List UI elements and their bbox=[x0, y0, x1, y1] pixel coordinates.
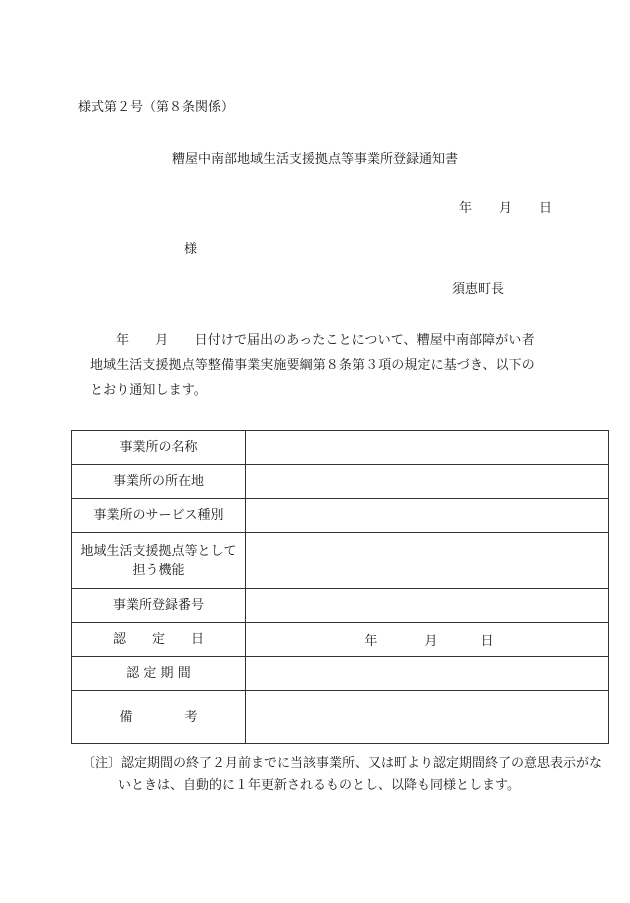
table-row bbox=[72, 589, 609, 623]
note-line-2: いときは、自動的に１年更新されるものとし、以降も同様とします。 bbox=[118, 778, 520, 793]
function-value[interactable] bbox=[246, 533, 609, 589]
body-line-2: 地域生活支援拠点等整備事業実施要綱第８条第３項の規定に基づき、以下の bbox=[90, 358, 535, 373]
function-label bbox=[72, 533, 246, 589]
table-row bbox=[72, 657, 609, 691]
certification-date-value[interactable] bbox=[246, 623, 609, 657]
addressee-suffix: 様 bbox=[184, 242, 198, 257]
office-name-label: 事業所の名称 bbox=[72, 431, 246, 465]
table-row bbox=[72, 691, 609, 744]
note-line-1: 〔注〕認定期間の終了２月前までに当該事業所、又は町より認定期間終了の意思表示がな bbox=[82, 756, 603, 771]
date-year: 年 bbox=[459, 201, 473, 216]
office-address-value[interactable] bbox=[246, 465, 609, 499]
table-row bbox=[72, 465, 609, 499]
table-row bbox=[72, 533, 609, 589]
office-name-value[interactable] bbox=[246, 431, 609, 465]
table-row bbox=[72, 431, 609, 465]
remarks-label: 備 考 bbox=[72, 691, 246, 744]
table-row bbox=[72, 623, 609, 657]
registration-number-value[interactable] bbox=[246, 589, 609, 623]
registration-table bbox=[71, 430, 609, 744]
remarks-value[interactable] bbox=[246, 691, 609, 744]
certification-period-label: 認 定 期 間 bbox=[72, 657, 246, 691]
function-label-line-2: 担う機能 bbox=[132, 562, 185, 578]
certification-period-value[interactable] bbox=[246, 657, 609, 691]
cert-date-year: 年 bbox=[364, 634, 378, 649]
certification-date-label: 認 定 日 bbox=[72, 623, 246, 657]
document-title: 糟屋中南部地域生活支援拠点等事業所登録通知書 bbox=[171, 152, 458, 167]
body-line-1: 年 月 日付けで届出のあったことについて、糟屋中南部障がい者 bbox=[116, 333, 535, 348]
form-number: 様式第２号（第８条関係） bbox=[78, 100, 235, 115]
table-row bbox=[72, 499, 609, 533]
registration-number-label: 事業所登録番号 bbox=[72, 589, 246, 623]
date-month: 月 bbox=[499, 201, 513, 216]
sender-name: 須恵町長 bbox=[452, 282, 505, 297]
date-day: 日 bbox=[539, 201, 553, 216]
function-label-line-1: 地域生活支援拠点等として bbox=[80, 543, 237, 559]
cert-date-month: 月 bbox=[424, 634, 438, 649]
cert-date-day: 日 bbox=[480, 634, 494, 649]
service-type-label: 事業所のサービス種別 bbox=[72, 499, 246, 533]
office-address-label: 事業所の所在地 bbox=[72, 465, 246, 499]
body-line-3: とおり通知します。 bbox=[90, 383, 207, 398]
service-type-value[interactable] bbox=[246, 499, 609, 533]
